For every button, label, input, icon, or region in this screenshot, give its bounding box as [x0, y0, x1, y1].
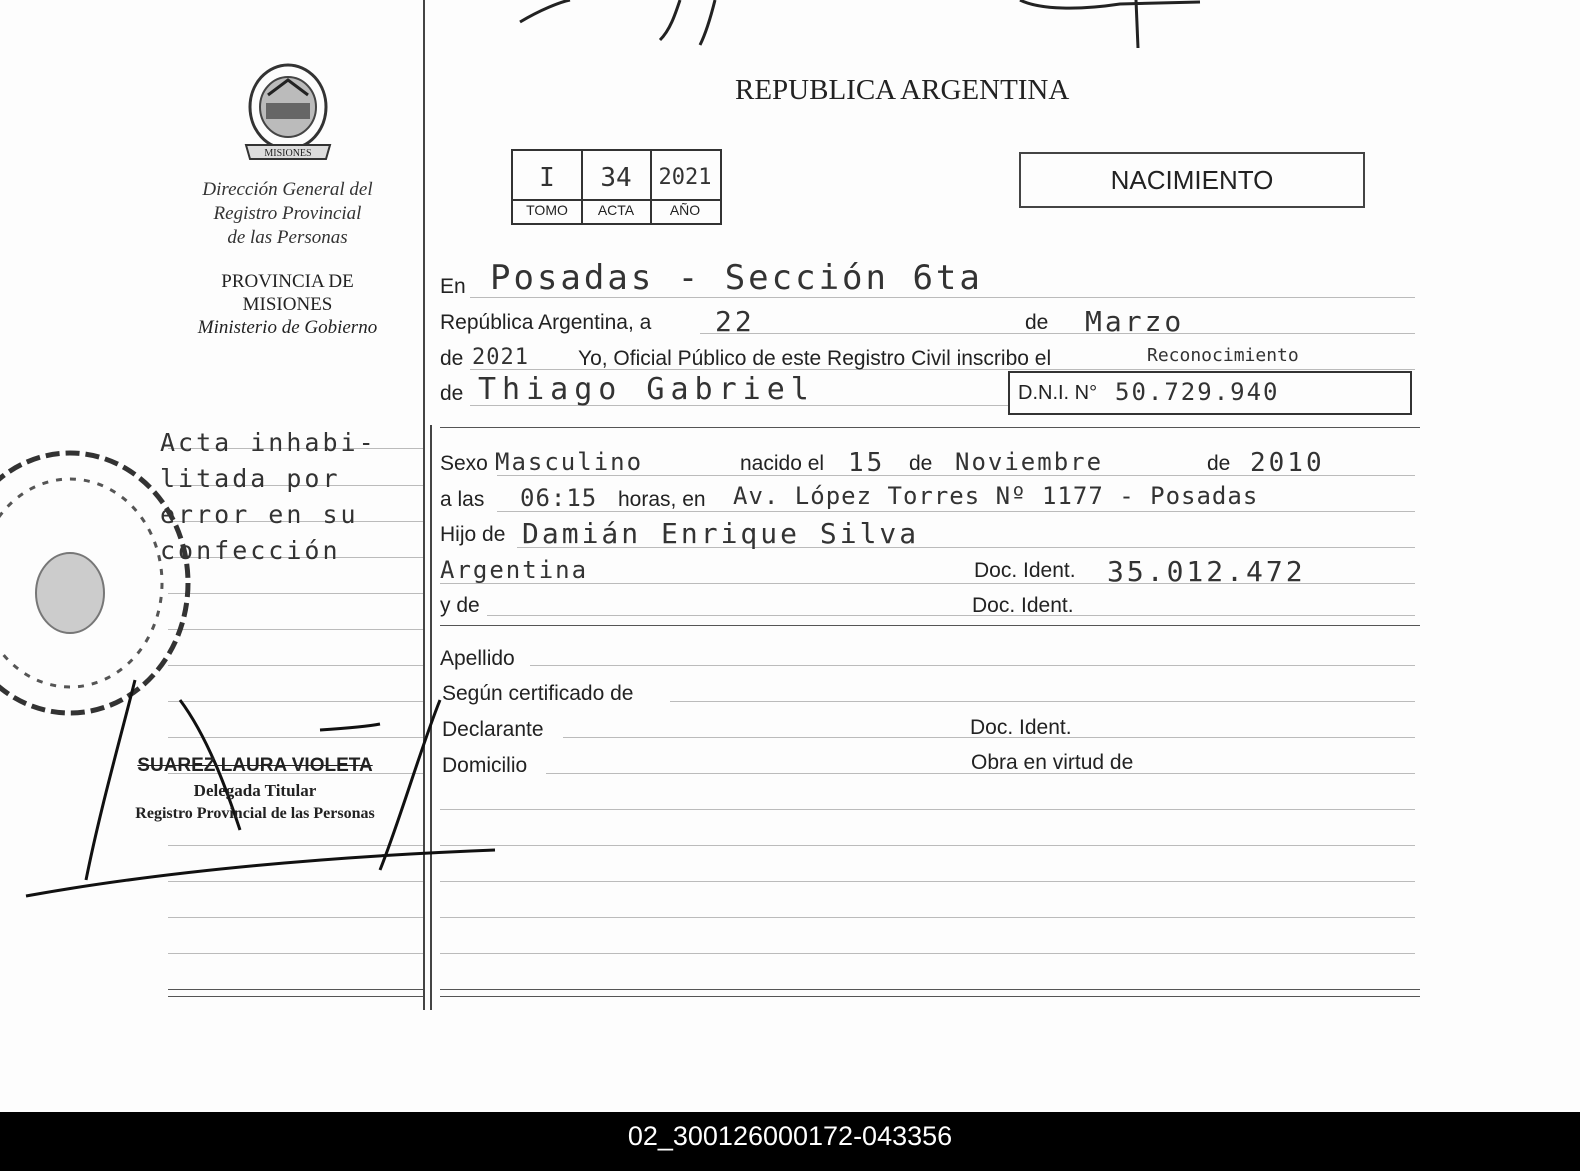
birth-hour-value: 06:15 — [520, 484, 598, 512]
name-label: de — [440, 382, 464, 405]
hijo-label: Hijo de — [440, 523, 506, 546]
statement-value: Reconocimiento — [1147, 345, 1299, 366]
province-line-2: MISIONES — [242, 294, 333, 315]
month-value: Marzo — [1085, 305, 1185, 338]
dni-label: D.N.I. N° — [1018, 382, 1098, 404]
annotation-line-3: error en su — [160, 500, 359, 529]
certificado-label: Según certificado de — [442, 682, 634, 705]
doc-ident-label: Doc. Ident. — [974, 559, 1076, 582]
department-name — [160, 178, 415, 250]
nacido-label: nacido el — [740, 452, 825, 475]
misiones-seal-logo — [238, 55, 338, 167]
birth-year-value: 2010 — [1250, 448, 1325, 478]
anio-label: AÑO — [669, 202, 701, 218]
place-value: Posadas - Sección 6ta — [490, 258, 983, 298]
tomo-label: TOMO — [526, 202, 568, 218]
doc-ident-label-2: Doc. Ident. — [972, 594, 1074, 617]
registry-box — [511, 149, 722, 225]
signer-name: SUAREZ LAURA VIOLETA — [137, 755, 373, 776]
declarante-label: Declarante — [442, 718, 544, 741]
dni-box — [1008, 371, 1412, 415]
signer-block — [100, 755, 410, 823]
department-line-2: Registro Provincial — [213, 203, 362, 224]
apellido-label: Apellido — [440, 647, 515, 670]
father-name-value: Damián Enrique Silva — [522, 517, 920, 550]
doc-ident-label-3: Doc. Ident. — [970, 716, 1072, 739]
footer-bar — [0, 1112, 1580, 1171]
sexo-value: Masculino — [495, 448, 644, 476]
y-de-label: y de — [440, 594, 480, 617]
province-block — [160, 270, 415, 339]
act-type-label: NACIMIENTO — [1110, 165, 1274, 195]
day-value: 22 — [715, 305, 755, 338]
sexo-label: Sexo — [440, 452, 488, 475]
top-signature-fragment — [500, 0, 1300, 60]
annotation-line-2: litada por — [160, 464, 341, 493]
en-label: En — [440, 275, 466, 298]
de-label-2: de — [909, 452, 933, 475]
year-prefix-label: de — [440, 347, 464, 370]
year-value: 2021 — [472, 345, 529, 370]
signer-office: Registro Provincial de las Personas — [135, 805, 375, 822]
ministry-name: Ministerio de Gobierno — [197, 317, 378, 338]
birth-day-value: 15 — [848, 448, 886, 478]
de-label: de — [1025, 311, 1049, 334]
signer-title: Delegada Titular — [193, 781, 317, 800]
child-name-value: Thiago Gabriel — [478, 372, 815, 407]
acta-label: ACTA — [597, 202, 635, 218]
statement-label: Yo, Oficial Público de este Registro Civil inscribo el — [578, 347, 1052, 370]
de-label-3: de — [1207, 452, 1231, 475]
province-line-1: PROVINCIA DE — [221, 271, 354, 292]
tomo-value: I — [539, 163, 555, 193]
act-type-box — [1019, 152, 1365, 208]
svg-text:MISIONES: MISIONES — [264, 148, 312, 159]
obra-label: Obra en virtud de — [971, 751, 1134, 774]
country-date-label: República Argentina, a — [440, 311, 652, 334]
acta-value: 34 — [600, 163, 632, 193]
department-line-3: de las Personas — [227, 227, 348, 248]
anio-value: 2021 — [658, 165, 712, 190]
dni-value: 50.729.940 — [1115, 378, 1280, 406]
birth-place-value: Av. López Torres Nº 1177 - Posadas — [733, 482, 1259, 510]
document-code: 02_300126000172-043356 — [627, 1121, 953, 1151]
country-title: REPUBLICA ARGENTINA — [735, 74, 1070, 106]
birth-month-value: Noviembre — [955, 448, 1104, 476]
alas-label: a las — [440, 488, 485, 511]
annotation-line-1: Acta inhabi- — [160, 428, 377, 457]
father-doc-value: 35.012.472 — [1107, 555, 1306, 588]
domicilio-label: Domicilio — [442, 754, 528, 777]
annotation-line-4: confección — [160, 536, 341, 565]
horas-label: horas, en — [618, 488, 706, 511]
department-line-1: Dirección General del — [202, 179, 373, 200]
father-nationality-value: Argentina — [440, 556, 589, 584]
